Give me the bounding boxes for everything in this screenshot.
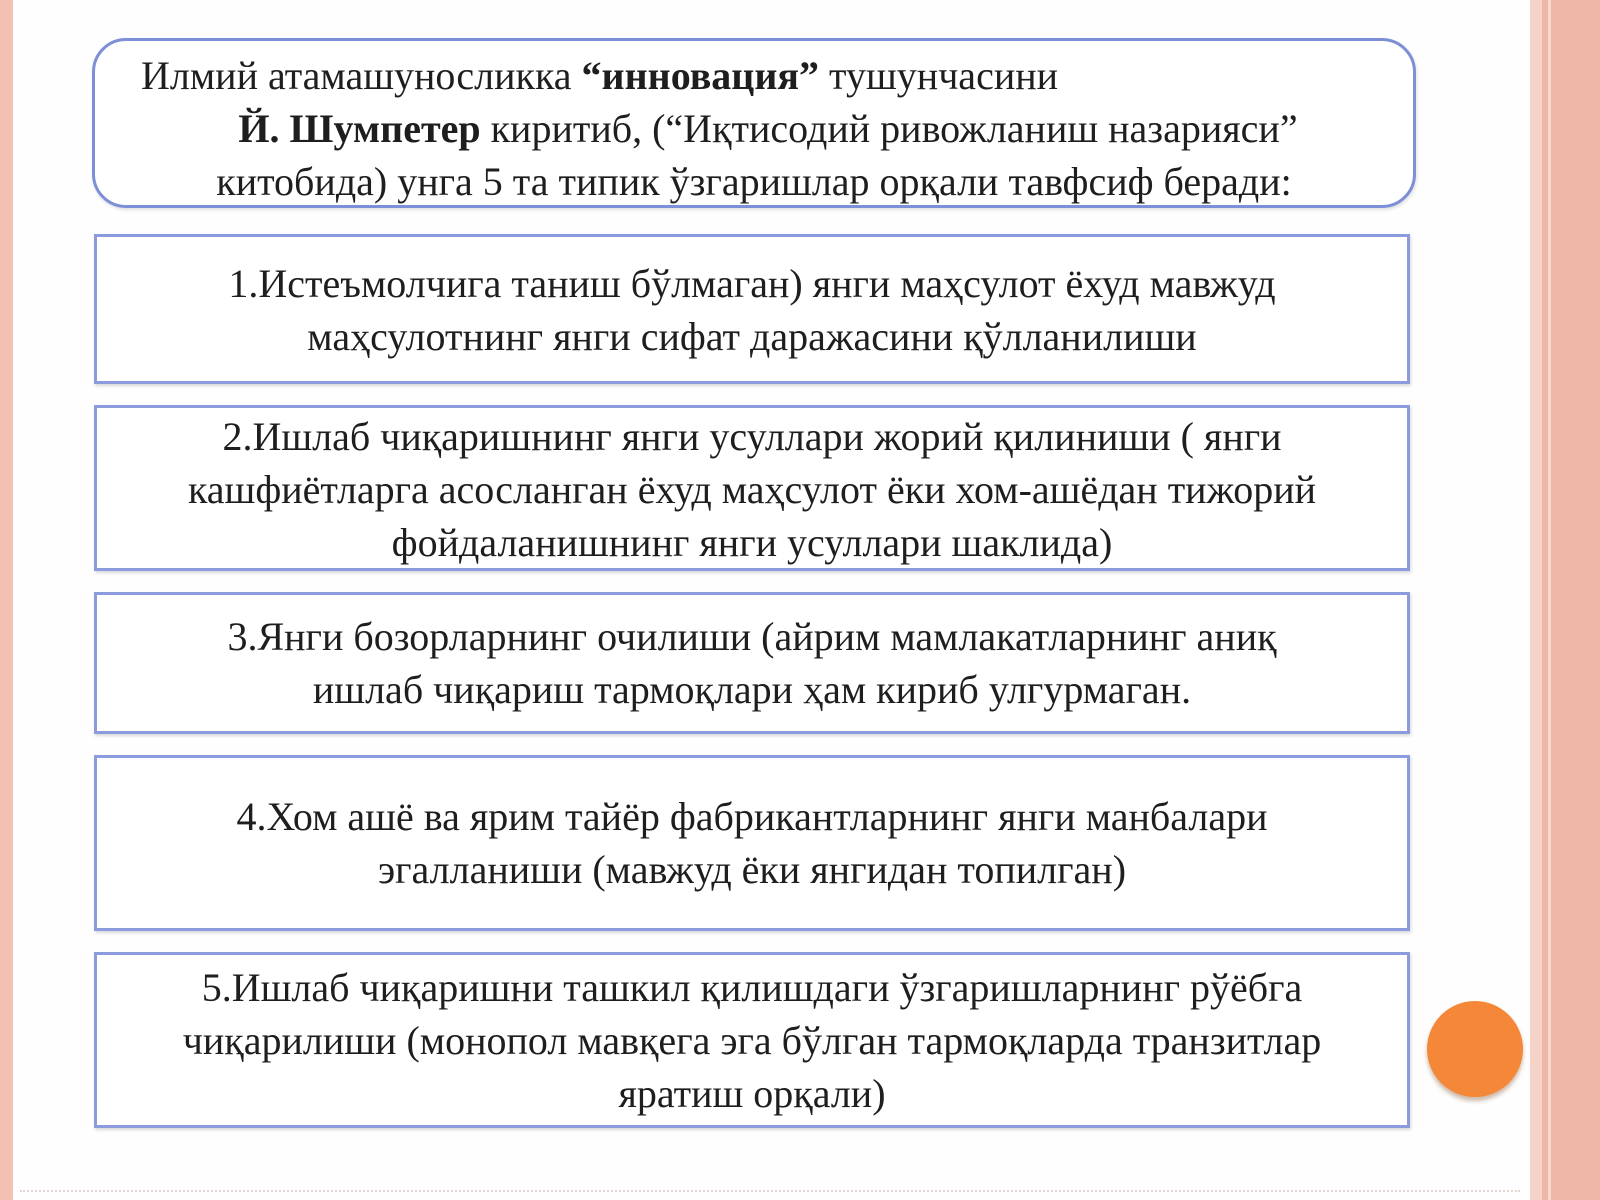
change-item-2-line-2: кашфиётларга асосланган ёхуд маҳсулот ёки хом-ашёдан тижорий	[187, 466, 1317, 512]
change-item-2-line-3: фойдаланишнинг янги усуллари шаклида)	[391, 519, 1113, 565]
intro-line-1	[95, 49, 1413, 102]
change-item-5-line-1: 5.Ишлаб чиқаришни ташкил қилишдаги ўзгаришларнинг рўёбга	[201, 964, 1303, 1010]
intro-line-1-start: Илмий атамашуносликка	[141, 53, 582, 98]
change-item-5-line-2: чиқарилиши (монопол мавқега эга бўлган тармоқларда транзитлар	[182, 1017, 1322, 1063]
change-item-4	[94, 755, 1410, 931]
change-item-3-line-2: ишлаб чиқариш тармоқлари ҳам кириб улгурмаган.	[312, 667, 1192, 712]
innovation-term: “инновация”	[581, 53, 820, 98]
change-item-4-line-1: 4.Хом ашё ва ярим тайёр фабрикантларнинг янги манбалари	[236, 794, 1268, 839]
intro-text-box	[92, 38, 1416, 208]
change-item-1-line-2: маҳсулотнинг янги сифат даражасини қўлланилиши	[307, 314, 1197, 359]
change-item-1-line-1: 1.Истеъмолчига таниш бўлмаган) янги маҳсулот ёхуд мавжуд	[228, 261, 1276, 306]
change-item-5	[94, 952, 1410, 1128]
change-item-2-line-1: 2.Ишлаб чиқаришнинг янги усуллари жорий қилиниши ( янги	[222, 413, 1282, 459]
author-name: Й. Шумпетер	[238, 106, 481, 151]
right-decorative-line	[1548, 0, 1551, 1200]
change-item-4-line-2: эгалланиши (мавжуд ёки янгидан топилган)	[377, 847, 1127, 892]
change-item-1	[94, 234, 1410, 384]
bottom-dotted-divider	[20, 1190, 1520, 1192]
change-item-3	[94, 592, 1410, 734]
intro-line-2-end: киритиб, (“Иқтисодий ривожланиш назарияси”	[480, 106, 1298, 151]
change-item-3-line-1: 3.Янги бозорларнинг очилиши (айрим мамлакатларнинг аниқ	[227, 614, 1277, 659]
intro-line-2	[95, 102, 1413, 155]
left-decorative-stripe	[0, 0, 13, 1200]
right-decorative-band-light	[1530, 0, 1542, 1200]
intro-line-1-end: тушунчасини	[819, 53, 1059, 98]
change-item-5-line-3: яратиш орқали)	[618, 1070, 886, 1116]
intro-line-3: китобида) унга 5 та типик ўзгаришлар орқали тавфсиф беради:	[216, 159, 1292, 204]
orange-circle-decoration	[1427, 1001, 1523, 1097]
change-item-2	[94, 405, 1410, 571]
